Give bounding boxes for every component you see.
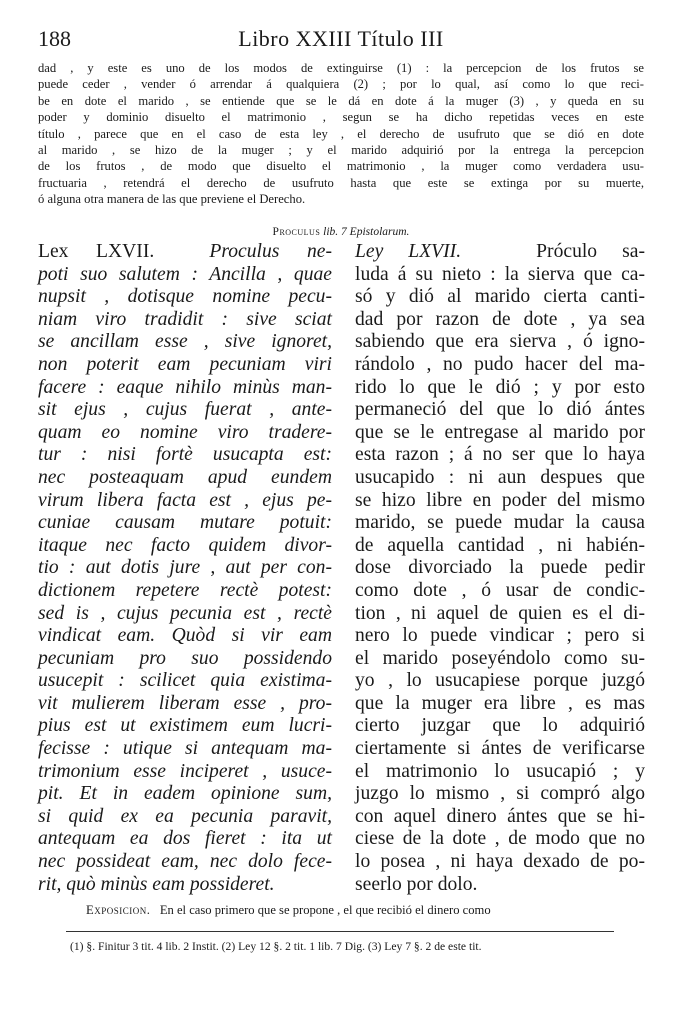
intro-line: ó alguna otra manera de las que previene el Derecho. [38, 192, 306, 207]
latin-line: pius est ut existimem eum lucri- [38, 715, 332, 737]
spanish-line: el matrimonio lo usucapió ; y [355, 760, 645, 782]
intro-line: al marido , se hizo de la muger ; y el marido adquirió por la entrega la percepcion [38, 143, 644, 158]
latin-column [38, 241, 332, 896]
source-author: Proculus [272, 226, 321, 238]
spanish-line: permaneció del que lo dió ántes [355, 399, 645, 421]
latin-line: dictionem repetere rectè potest: [38, 579, 332, 601]
latin-line: rit, quò minùs eam possideret. [38, 873, 275, 895]
exposicion-text: En el caso primero que se propone , el que recibió el dinero como [159, 903, 491, 917]
spanish-line: de aquella cantidad , ni habién- [355, 534, 645, 556]
latin-heading: Lex LXVII. [38, 241, 155, 262]
latin-line: nec posteaquam apud eundem [38, 466, 332, 488]
intro-line: de los frutos , de modo que disuelto el matrimonio , la muger como verdadera usu- [38, 159, 644, 174]
latin-line: vit mulierem liberam esse , pro- [38, 692, 332, 714]
latin-line: non poterit eam pecuniam viri [38, 353, 332, 375]
latin-line: cuniae causam mutare potuit: [38, 512, 332, 534]
spanish-line: luda á su nieto : la sierva que ca- [355, 263, 645, 285]
running-title: Libro XXIII Título III [238, 26, 444, 51]
spanish-line: dad por razon de dote , ya sea [355, 308, 645, 330]
latin-line: nupsit , dotisque nomine pecu- [38, 286, 332, 308]
spanish-heading: Ley LXVII. [355, 241, 462, 262]
latin-line: trimonium esse inciperet , usuce- [38, 760, 332, 782]
spanish-line: tion , ni aquel de quien es el di- [355, 602, 645, 624]
spanish-line: ciese de la dote , de modo que no [355, 828, 645, 850]
intro-line: be en dote el marido , se entiende que se le dá en dote á la muger (3) , y queda en su [38, 93, 644, 108]
spanish-line: nero lo puede vindicar ; pero si [355, 625, 645, 647]
spanish-line: marido, se puede mudar la causa [355, 512, 645, 534]
spanish-first-line-text: Próculo sa- [536, 241, 645, 262]
source-citation [0, 226, 682, 238]
source-work: lib. 7 Epistolarum. [320, 226, 410, 238]
latin-first-line-text: Proculus ne- [209, 241, 332, 262]
exposicion-line [86, 903, 612, 918]
latin-line: quam eo nomine viro tradere- [38, 421, 332, 443]
latin-line: nec possideat eam, nec dolo fece- [38, 851, 332, 873]
spanish-line: esta razon ; á no ser que lo haya [355, 444, 645, 466]
intro-line: dad , y este es uno de los modos de extinguirse (1) : la percepcion de los frutos se [38, 61, 644, 75]
latin-line: vindicat eam. Quòd si vir eam [38, 625, 332, 647]
spanish-line: cierto juzgar que lo adquirió [355, 715, 645, 737]
spanish-line: usucapido : ni aun despues que [355, 466, 645, 488]
latin-line: pecuniam pro suo possidendo [38, 647, 332, 669]
intro-line: título , parece que en el caso de esta ley , el derecho de usufruto que se dió en dote [38, 126, 644, 141]
intro-line: poder y dominio disuelto el matrimonio , segun se ha dicho repetidas veces en este [38, 110, 644, 125]
latin-line: pit. Et in eadem opinione sum, [38, 783, 332, 805]
spanish-column [355, 241, 645, 896]
latin-line: niam viro tradidit : sive sciat [38, 308, 332, 330]
page-number: 188 [38, 26, 71, 51]
latin-line: sit ejus , cujus fuerat , ante- [38, 399, 332, 421]
spanish-first-line [355, 241, 645, 264]
spanish-line: que la muger era libre , es mas [355, 692, 645, 714]
latin-line: antequam ea dos fieret : ita ut [38, 828, 332, 850]
spanish-line: dose divorciado la puede pedir [355, 557, 645, 579]
latin-line: fecisse : utique si antequam ma- [38, 738, 332, 760]
spanish-line: como dote , ó usar de condic- [355, 579, 645, 601]
latin-first-line [38, 241, 332, 264]
latin-line: tur : nisi fortè usucapta est: [38, 444, 332, 466]
footnotes: (1) §. Finitur 3 tit. 4 lib. 2 Instit. (2) Ley 12 §. 2 tit. 1 lib. 7 Dig. (3) Ley 7 §. 2 de este tit. [70, 940, 482, 953]
spanish-line: yo , lo usucapiese porque juzgó [355, 670, 645, 692]
spanish-line: rándolo , no pudo hacer del ma- [355, 353, 645, 375]
spanish-line: sabiendo que era sierva , ó igno- [355, 331, 645, 353]
spanish-line: juzgo lo mismo , si compró algo [355, 783, 645, 805]
latin-line: facere : eaque nihilo minùs man- [38, 376, 332, 398]
spanish-line: lo posea , ni haya dexado de po- [355, 851, 645, 873]
spanish-line: con aquel dinero ántes que se hi- [355, 805, 645, 827]
spanish-line: rido lo que le dió ; y por esto [355, 376, 645, 398]
latin-line: si quid ex ea pecunia paravit, [38, 805, 332, 827]
intro-line: fructuaria , retendrá el derecho de usufruto hasta que este se extinga por su muerte, [38, 175, 644, 190]
spanish-line: ciertamente si ántes de verificarse [355, 738, 645, 760]
exposicion-label: Exposicion. [86, 903, 151, 917]
latin-line: virum libera facta est , ejus pe- [38, 489, 332, 511]
spanish-line: el marido poseyéndolo como su- [355, 647, 645, 669]
latin-line: se ancillam esse , sive ignoret, [38, 331, 332, 353]
latin-line: usucepit : scilicet quia existima- [38, 670, 332, 692]
spanish-line: só y dió al marido cierta canti- [355, 286, 645, 308]
page-header [38, 26, 644, 54]
footnote-rule [66, 931, 614, 932]
spanish-line: que se le entregase al marido por [355, 421, 645, 443]
spanish-line: seerlo por dolo. [355, 873, 478, 895]
latin-line: poti suo salutem : Ancilla , quae [38, 263, 332, 285]
latin-line: itaque nec facto quidem divor- [38, 534, 332, 556]
latin-line: sed is , cujus pecunia est , rectè [38, 602, 332, 624]
spanish-line: se hizo libre en poder del mismo [355, 489, 645, 511]
intro-line: puede ceder , vender ó arrendar á qualquiera (2) ; por lo qual, así como lo que reci- [38, 77, 644, 92]
intro-paragraph [38, 60, 644, 208]
latin-line: tio : aut dotis jure , aut per con- [38, 557, 332, 579]
